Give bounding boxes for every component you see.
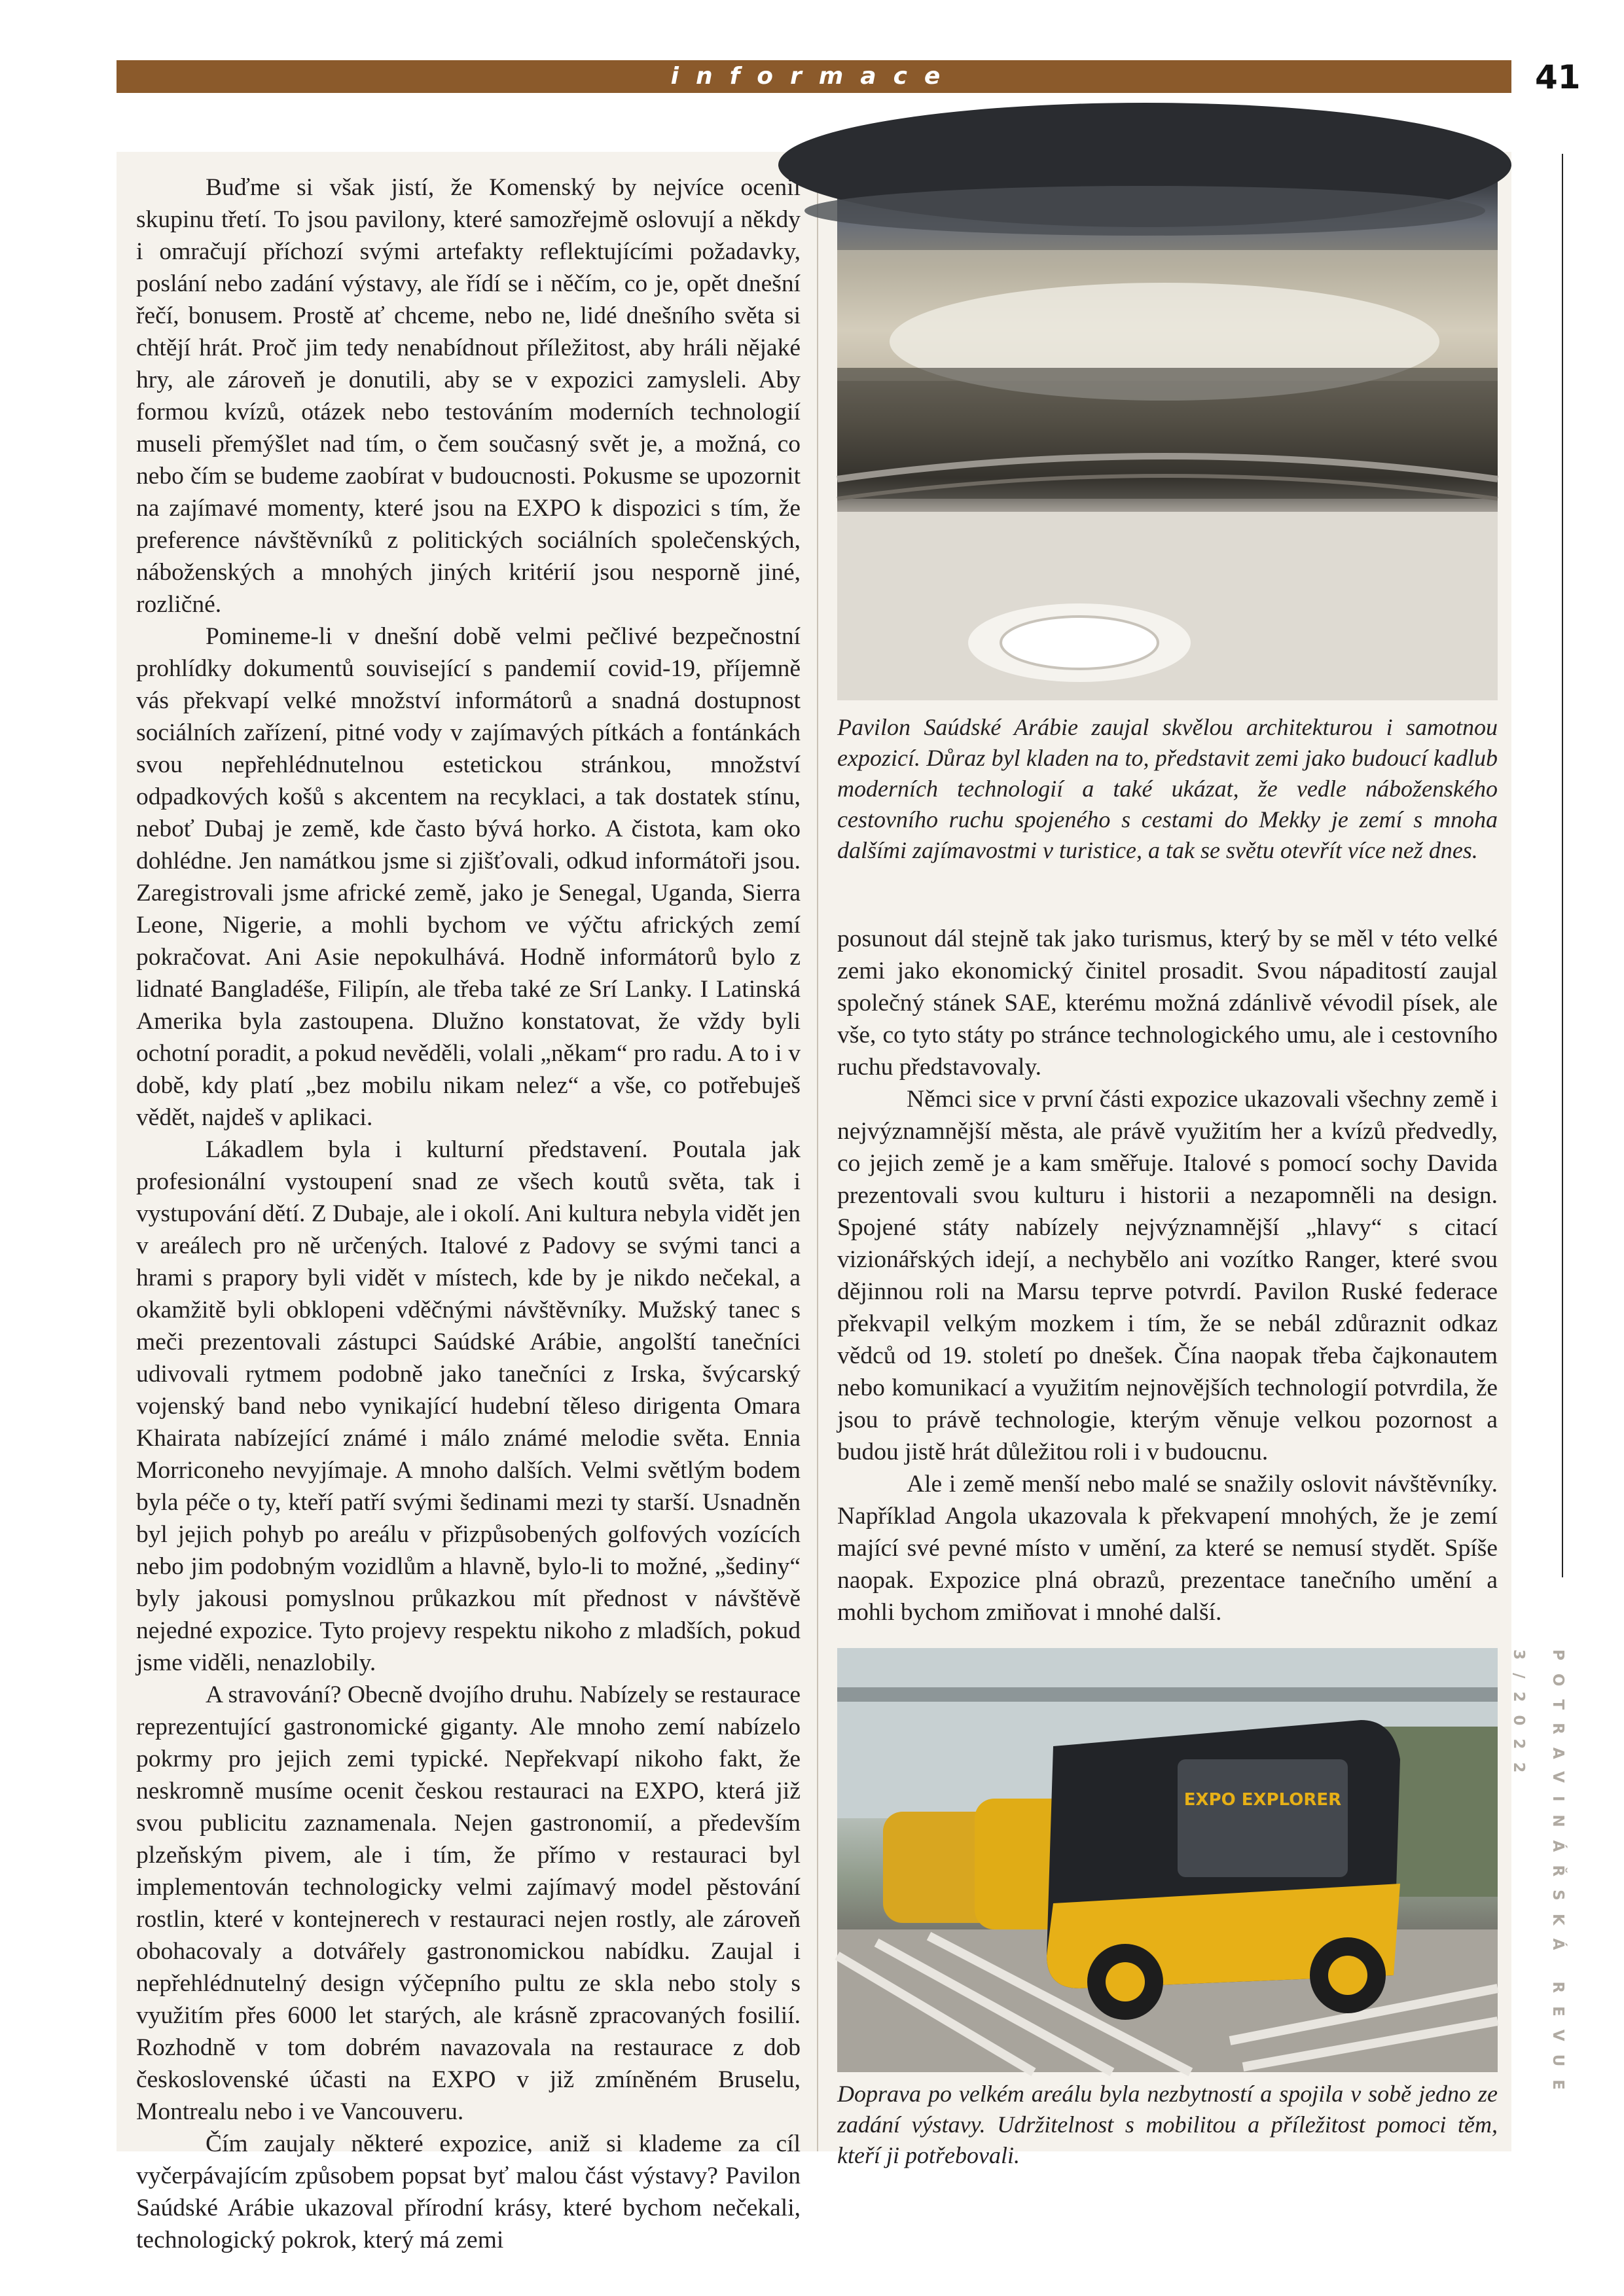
right-column-text (837, 923, 1498, 1636)
journal-label: POTRAVINÁŘSKÁ REVUE 3/2022 (1510, 1649, 1566, 2103)
paragraph: Ale i země menší nebo malé se snažily oslovit návštěvníky. Například Angola ukazovala k překvapení mnohých, že je zemí mající své pevné místo v umění, za které se nemusí stydět. Spíše naopak. Expozice plná obrazů, prezentace tanečního umění a mohli bychom zmiňovat i mnohé další. (837, 1471, 1498, 1626)
section-header-bar (117, 60, 1511, 93)
column-divider (817, 152, 818, 2151)
paragraph: A stravování? Obecně dvojího druhu. Nabízely se restaurace reprezentující gastronomické giganty. Ale mnoho zemí nabízelo pokrmy pro jejich zemi typické. Nepřekvapí nikoho fakt, že neskromně musíme ocenit českou restauraci na EXPO, která již svou publicitu zaznamenala. Nejen gastronomií, a především plzeňským pivem, ale i tím, že přímo v restauraci byl implementován technologicky velmi zajímavý model pěstování rostlin, které v kontejnerech v restauraci nejen rostly, ale zároveň obohacovaly a dotvářely gastronomickou nabídku. Zaujal i nepřehlédnutelný design výčepního pultu ze skla nebo stoly s využitím přes 6000 let starých, ale krásně zpracovaných fosilií. Rozhodně v tom dobrém navazovala na restaurace z dob československé účasti na EXPO v již zmíněném Bruselu, Montrealu nebo i ve Vancouveru. (136, 1681, 801, 2125)
paragraph: Lákadlem byla i kulturní představení. Poutala jak profesionální vystoupení snad ze všech koutů světa, tak i vystupování dětí. Z Dubaje, ale i okolí. Ani kultura nebyla vidět jen v areálech pro ně určených. Italové z Padovy se svými tanci a hrami s prapory byli vidět v místech, kde by je nikdo nečekal, a okamžitě byli obklopeni vděčnými návštěvníky. Mužský tanec s meči prezentovali zástupci Saúdské Arábie, angolští tanečníci udivovali rytmem podobně jako tanečníci z Irska, švýcarský vojenský band nebo vynikající hudební těleso dirigenta Omara Khairata nabízející známé i málo známé melodie světa. Ennia Morriconeho nevyjímaje. A mnoho dalších. Velmi světlým bodem byla péče o ty, kteří patří svými šedinami mezi ty starší. Usnadněn byl jejich pohyb po areálu v přizpůsobených golfových vozících nebo jim podobným vozidlům a hlavně, bylo-li to možné, „šediny“ byly jakousi pomyslnou průkazkou mít přednost v návštěvě nejedné expozice. Tyto projevy respektu nikoho z mladších, pokud jsme viděli, nenazlobily. (136, 1136, 801, 1676)
saudi-pavilion-caption: Pavilon Saúdské Arábie zaujal skvělou architekturou i samotnou expozicí. Důraz byl kladen na to, představit zemi jako budoucí kadlub moderních technologií a také ukázat, že vedle náboženského cestovního ruchu spojeného s cestami do Mekky je zemí s mnoha dalšími zajímavostmi v turistice, a tak se světu otevřít více než dnes. (837, 714, 1498, 863)
paragraph: Němci sice v první části expozice ukazovali všechny země i nejvýznamnější města, ale právě využitím her a kvízů předvedly, co jejich země je a kam směřuje. Italové s pomocí sochy Davida prezentovali svou kulturu i historii a nezapomněli na design. Spojené státy nabízely nejvýznamnější „hlavy“ s citací vizionářských idejí, a nechybělo ani vozítko Ranger, které svou dějinnou roli na Marsu teprve potvrdí. Pavilon Ruské federace překvapil velkým mozkem i tím, že se nebál zdůraznit odkaz vědců od 19. století po dnešek. Čína naopak třeba čajkonautem nebo komunikací a využitím nejnovějších technologií potvrdila, že jsou to právě technologie, kterým věnuje velkou pozornost a budou jistě hrát důležitou roli i v budoucnu. (837, 1086, 1498, 1465)
saudi-pavilion-photo (837, 171, 1498, 700)
vehicle-label: EXPO EXPLORER (1183, 1790, 1342, 1810)
sidebar-rule-top (1562, 154, 1563, 1577)
paragraph: posunout dál stejně tak jako turismus, který by se měl v této velké zemi jako ekonomický činitel prosadit. Svou nápaditostí zaujal společný stánek SAE, kterému možná zdánlivě vévodil písek, ale vše, co tyto státy po stránce technologického umu, ale i cestovního ruchu představovaly. (837, 925, 1498, 1081)
expo-explorer-illustration (837, 1648, 1498, 2072)
expo-explorer-caption: Doprava po velkém areálu byla nezbytností a spojila v sobě jedno ze zadání výstavy. Udržitelnost s mobilitou a příležitost pomoci těm, kteří ji potřebovali. (837, 2081, 1498, 2168)
saudi-pavilion-illustration (837, 171, 1498, 700)
left-column-text (136, 171, 801, 2253)
expo-explorer-photo (837, 1648, 1498, 2072)
section-title: informace (670, 63, 958, 90)
paragraph: Buďme si však jistí, že Komenský by nejvíce ocenil skupinu třetí. To jsou pavilony, které samozřejmě oslovují a někdy i omračují příchozí svými artefakty reflektujícími požadavky, poslání nebo zadání výstavy, ale řídí se i něčím, co je, opět dnešní řečí, bonusem. Prostě ať chceme, nebo ne, lidé dnešního světa si chtějí hrát. Proč jim tedy nenabídnout příležitost, aby hráli nějaké hry, ale zároveň je donutili, aby se v expozici zamysleli. Aby formou kvízů, otázek nebo testováním moderních technologií museli přemýšlet nad tím, o čem současný svět je, a možná, co nebo čím se budeme zaobírat v budoucnosti. Pokusme se upozornit na zajímavé momenty, které jsou na EXPO k dispozici s tím, že preference návštěvníků z politických sociálních společenských, náboženských a mnohých jiných kritérií jsou nesporně jiné, rozličné. (136, 174, 801, 618)
paragraph: Čím zaujaly některé expozice, aniž si klademe za cíl vyčerpávajícím způsobem popsat byť malou část výstavy? Pavilon Saúdské Arábie ukazoval přírodní krásy, které bychom nečekali, technologický pokrok, který má zemi (136, 2130, 801, 2253)
paragraph: Pomineme-li v dnešní době velmi pečlivé bezpečnostní prohlídky dokumentů související s pandemií covid-19, příjemně vás překvapí velké množství informátorů a snadná dostupnost sociálních zařízení, pitné vody v zajímavých pítkách a fontánkách svou nepřehlédnutelnou estetickou stránkou, množství odpadkových košů s akcentem na recyklaci, a tak dostatek stínu, neboť Dubaj je země, kde často bývá horko. A čistota, kam oko dohlédne. Jen namátkou jsme si zjišťovali, odkud informátoři jsou. Zaregistrovali jsme africké země, jako je Senegal, Uganda, Sierra Leone, Nigerie, a mohli bychom ve výčtu afrických zemí pokračovat. Ani Asie nepokulhává. Hodně informátorů bylo z lidnaté Bangladéše, Filipín, ale třeba také ze Srí Lanky. I Latinská Amerika byla zastoupena. Dlužno konstatovat, že vždy byli ochotní poradit, a pokud nevěděli, volali „někam“ pro radu. A to i v době, kdy platí „bez mobilu nikam nelez“ a vše, co potřebuješ vědět, najdeš v aplikaci. (136, 623, 801, 1131)
page-number: 41 (1535, 58, 1581, 96)
